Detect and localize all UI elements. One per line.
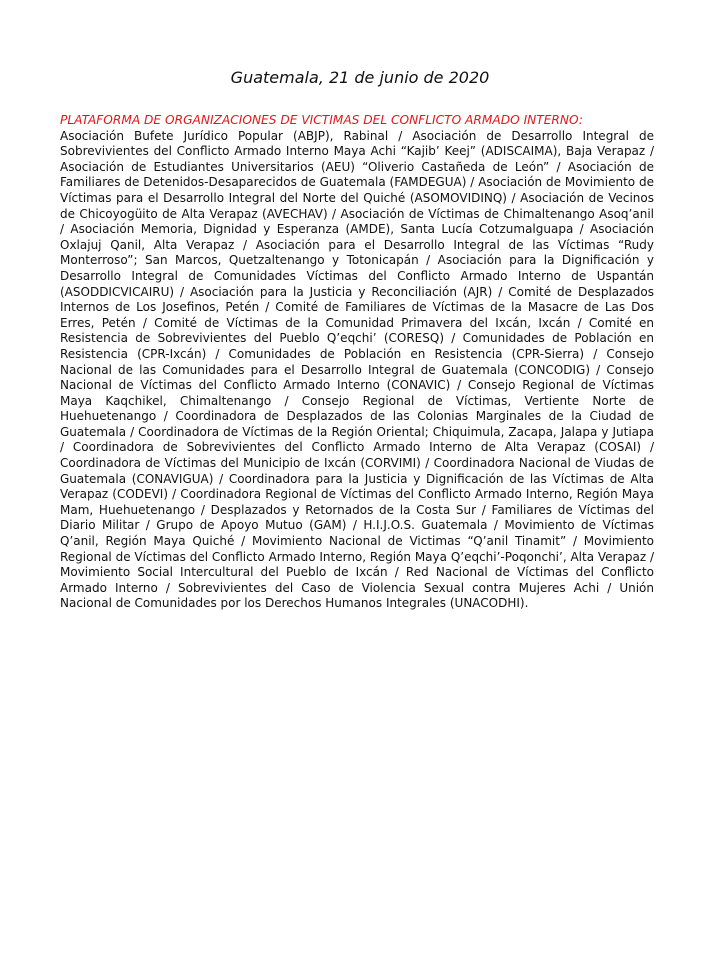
organizations-paragraph [60,113,654,612]
organizations-list: Asociación Bufete Jurídico Popular (ABJP), Rabinal / Asociación de Desarrollo Integral de Sobrevivientes del Conflicto Armado Interno Maya Achi “Kajib’ Keej” (ADISCAIMA), Baja Verapaz / Asociación de Estudiantes Universitarios (AEU) “Oliverio Castañeda de León” / Asociación de Familiares de Detenidos-Desaparecidos de Guatemala (FAMDEGUA) / Asociación de Movimiento de Víctimas para el Desarrollo Integral del Norte del Quiché (ASOMOVIDINQ) / Asociación de Vecinos de Chicoyogüito de Alta Verapaz (AVECHAV) / Asociación de Víctimas de Chimaltenango Asoq’anil / Asociación Memoria, Dignidad y Esperanza (AMDE), Santa Lucía Cotzumalguapa / Asociación Oxlajuj Qanil, Alta Verapaz / Asociación para el Desarrollo Integral de las Víctimas “Rudy Monterroso”; San Marcos, Quetzaltenango y Totonicapán / Asociación para la Dignificación y Desarrollo Integral de Comunidades Víctimas del Conflicto Armado Interno de Uspantán (ASODDICVICAIRU) / Asociación para la Justicia y Reconciliación (AJR) / Comité de Desplazados Internos de Los Josefinos, Petén / Comité de Familiares de Víctimas de la Masacre de Las Dos Erres, Petén / Comité de Víctimas de la Comunidad Primavera del Ixcán, Ixcán / Comité en Resistencia de Sobrevivientes del Pueblo Q’eqchi’ (CORESQ) / Comunidades de Población en Resistencia (CPR-Ixcán) / Comunidades de Población en Resistencia (CPR-Sierra) / Consejo Nacional de las Comunidades para el Desarrollo Integral de Guatemala (CONCODIG) / Consejo Nacional de Víctimas del Conflicto Armado Interno (CONAVIC) / Consejo Regional de Víctimas Maya Kaqchikel, Chimaltenango / Consejo Regional de Víctimas, Vertiente Norte de Huehuetenango / Coordinadora de Desplazados de las Colonias Marginales de la Ciudad de Guatemala / Coordinadora de Víctimas de la Región Oriental; Chiquimula, Zacapa, Jalapa y Jutiapa / Coordinadora de Sobrevivientes del Conflicto Armado Interno de Alta Verapaz (COSAI) / Coordinadora de Víctimas del Municipio de Ixcán (CORVIMI) / Coordinadora Nacional de Viudas de Guatemala (CONAVIGUA) / Coordinadora para la Justicia y Dignificación de las Víctimas de Alta Verapaz (CODEVI) / Coordinadora Regional de Víctimas del Conflicto Armado Interno, Región Maya Mam, Huehuetenango / Desplazados y Retornados de la Costa Sur / Familiares de Víctimas del Diario Militar / Grupo de Apoyo Mutuo (GAM) / H.I.J.O.S. Guatemala / Movimiento de Víctimas Q’anil, Región Maya Quiché / Movimiento Nacional de Victimas “Q’anil Tinamit” / Movimiento Regional de Víctimas del Conflicto Armado Interno, Región Maya Q’eqchi’-Poqonchi’, Alta Verapaz / Movimiento Social Intercultural del Pueblo de Ixcán / Red Nacional de Víctimas del Conflicto Armado Interno / Sobrevivientes del Caso de Violencia Sexual contra Mujeres Achi / Unión Nacional de Comunidades por los Derechos Humanos Integrales (UNACODHI). [60,128,654,611]
platform-heading: PLATAFORMA DE ORGANIZACIONES DE VICTIMAS DEL CONFLICTO ARMADO INTERNO: [60,113,583,127]
date-line: Guatemala, 21 de junio de 2020 [230,68,490,87]
